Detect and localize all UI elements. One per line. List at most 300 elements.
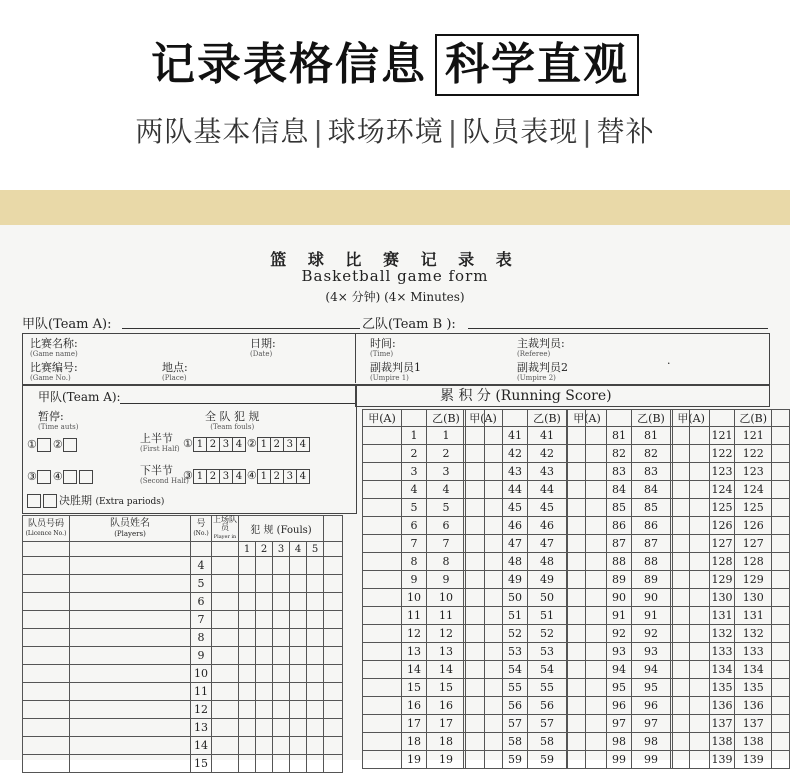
player-cell[interactable] bbox=[307, 629, 324, 647]
separator: | bbox=[313, 115, 324, 148]
score-value: 59 bbox=[528, 751, 567, 769]
score-mark-cell[interactable] bbox=[673, 679, 710, 697]
player-cell[interactable] bbox=[70, 557, 191, 575]
score-mark-cell[interactable] bbox=[464, 715, 503, 733]
score-row bbox=[673, 751, 790, 769]
player-cell[interactable] bbox=[273, 665, 290, 683]
player-cell[interactable] bbox=[256, 647, 273, 665]
score-value: 49 bbox=[503, 571, 528, 589]
player-cell[interactable] bbox=[290, 737, 307, 755]
score-mark-cell[interactable] bbox=[363, 463, 402, 481]
score-mark-cell[interactable] bbox=[363, 571, 402, 589]
player-cell[interactable] bbox=[23, 683, 70, 701]
player-cell[interactable] bbox=[256, 575, 273, 593]
player-cell[interactable] bbox=[212, 629, 239, 647]
score-mark-cell[interactable] bbox=[464, 445, 503, 463]
score-mark-cell[interactable] bbox=[673, 535, 710, 553]
player-cell[interactable] bbox=[212, 593, 239, 611]
score-mark-cell[interactable] bbox=[772, 553, 790, 571]
player-cell[interactable] bbox=[307, 737, 324, 755]
player-number: 5 bbox=[191, 575, 212, 593]
score-blank bbox=[503, 410, 528, 427]
score-mark-cell[interactable] bbox=[363, 427, 402, 445]
player-row bbox=[23, 665, 343, 683]
score-value: 83 bbox=[607, 463, 632, 481]
score-mark-cell[interactable] bbox=[673, 751, 710, 769]
score-mark-cell[interactable] bbox=[673, 733, 710, 751]
player-cell[interactable] bbox=[239, 647, 256, 665]
score-mark-cell[interactable] bbox=[673, 481, 710, 499]
score-mark-cell[interactable] bbox=[772, 697, 790, 715]
score-value: 95 bbox=[632, 679, 671, 697]
score-mark-cell[interactable] bbox=[772, 571, 790, 589]
score-value: 6 bbox=[402, 517, 427, 535]
score-value: 54 bbox=[503, 661, 528, 679]
score-mark-cell[interactable] bbox=[772, 751, 790, 769]
player-cell[interactable] bbox=[70, 683, 191, 701]
score-mark-cell[interactable] bbox=[363, 715, 402, 733]
score-mark-cell[interactable] bbox=[673, 499, 710, 517]
player-cell[interactable] bbox=[273, 647, 290, 665]
player-cell[interactable] bbox=[324, 593, 343, 611]
score-value: 123 bbox=[734, 463, 772, 481]
player-cell[interactable] bbox=[212, 683, 239, 701]
umpire2-label: 副裁判员2 (Umpire 2) bbox=[517, 361, 568, 382]
score-value: 5 bbox=[402, 499, 427, 517]
player-cell[interactable] bbox=[212, 701, 239, 719]
score-mark-cell[interactable] bbox=[568, 625, 607, 643]
score-mark-cell[interactable] bbox=[464, 733, 503, 751]
score-value: 84 bbox=[632, 481, 671, 499]
score-mark-cell[interactable] bbox=[673, 571, 710, 589]
score-mark-cell[interactable] bbox=[363, 607, 402, 625]
player-cell[interactable] bbox=[290, 719, 307, 737]
player-cell[interactable] bbox=[256, 683, 273, 701]
player-cell[interactable] bbox=[324, 629, 343, 647]
player-cell[interactable] bbox=[307, 701, 324, 719]
score-value: 52 bbox=[503, 625, 528, 643]
player-cell[interactable] bbox=[70, 737, 191, 755]
player-cell[interactable] bbox=[256, 737, 273, 755]
score-mark-cell[interactable] bbox=[568, 607, 607, 625]
score-mark-cell[interactable] bbox=[363, 661, 402, 679]
score-mark-cell[interactable] bbox=[568, 679, 607, 697]
score-mark-cell[interactable] bbox=[464, 517, 503, 535]
player-cell[interactable] bbox=[212, 611, 239, 629]
form-title-en: Basketball game form bbox=[301, 267, 489, 285]
score-mark-cell[interactable] bbox=[568, 517, 607, 535]
player-cell[interactable] bbox=[273, 719, 290, 737]
player-cell[interactable] bbox=[324, 701, 343, 719]
score-value: 81 bbox=[632, 427, 671, 445]
player-cell[interactable] bbox=[290, 557, 307, 575]
score-mark-cell[interactable] bbox=[568, 751, 607, 769]
score-value: 88 bbox=[607, 553, 632, 571]
score-mark-cell[interactable] bbox=[568, 481, 607, 499]
score-row bbox=[673, 481, 790, 499]
player-row bbox=[23, 647, 343, 665]
player-cell[interactable] bbox=[70, 647, 191, 665]
player-cell[interactable] bbox=[273, 683, 290, 701]
score-mark-cell[interactable] bbox=[464, 697, 503, 715]
timeouts-label: 暂停: (Time auts) bbox=[38, 410, 79, 431]
score-mark-cell[interactable] bbox=[464, 589, 503, 607]
score-mark-cell[interactable] bbox=[673, 625, 710, 643]
score-value: 123 bbox=[710, 463, 735, 481]
player-cell[interactable] bbox=[239, 593, 256, 611]
score-mark-cell[interactable] bbox=[772, 679, 790, 697]
player-cell[interactable] bbox=[239, 557, 256, 575]
score-mark-cell[interactable] bbox=[772, 589, 790, 607]
score-mark-cell[interactable] bbox=[363, 535, 402, 553]
score-value: 6 bbox=[427, 517, 466, 535]
score-value: 18 bbox=[402, 733, 427, 751]
score-value: 130 bbox=[710, 589, 735, 607]
feature-item: 队员表现 bbox=[462, 115, 579, 148]
player-cell[interactable] bbox=[307, 755, 324, 773]
score-mark-cell[interactable] bbox=[464, 571, 503, 589]
player-cell[interactable] bbox=[70, 629, 191, 647]
player-row bbox=[23, 719, 343, 737]
player-cell[interactable] bbox=[23, 737, 70, 755]
player-cell[interactable] bbox=[290, 683, 307, 701]
score-value: 131 bbox=[710, 607, 735, 625]
score-mark-cell[interactable] bbox=[568, 463, 607, 481]
score-mark-cell[interactable] bbox=[772, 661, 790, 679]
score-mark-cell[interactable] bbox=[673, 589, 710, 607]
player-cell[interactable] bbox=[23, 647, 70, 665]
player-cell[interactable] bbox=[273, 593, 290, 611]
feature-item: 两队基本信息 bbox=[135, 115, 310, 148]
player-cell[interactable] bbox=[256, 755, 273, 773]
player-cell[interactable] bbox=[23, 557, 70, 575]
player-cell[interactable] bbox=[307, 665, 324, 683]
score-mark-cell[interactable] bbox=[772, 499, 790, 517]
player-cell[interactable] bbox=[256, 629, 273, 647]
score-row bbox=[673, 499, 790, 517]
player-cell[interactable] bbox=[239, 575, 256, 593]
player-number: 9 bbox=[191, 647, 212, 665]
player-cell[interactable] bbox=[290, 611, 307, 629]
player-cell[interactable] bbox=[273, 701, 290, 719]
score-mark-cell[interactable] bbox=[673, 661, 710, 679]
score-value: 11 bbox=[402, 607, 427, 625]
col-no: 号 (No.) bbox=[191, 516, 212, 542]
player-cell[interactable] bbox=[239, 719, 256, 737]
score-value: 121 bbox=[710, 427, 735, 445]
separator: | bbox=[582, 115, 593, 148]
player-cell[interactable] bbox=[239, 629, 256, 647]
score-mark-cell[interactable] bbox=[464, 427, 503, 445]
timeouts-first-half: ① ② bbox=[27, 438, 79, 452]
score-mark-cell[interactable] bbox=[568, 445, 607, 463]
player-cell[interactable] bbox=[307, 719, 324, 737]
player-cell[interactable] bbox=[23, 665, 70, 683]
player-cell[interactable] bbox=[70, 575, 191, 593]
score-value: 139 bbox=[734, 751, 772, 769]
score-value: 89 bbox=[632, 571, 671, 589]
player-cell[interactable] bbox=[307, 557, 324, 575]
player-cell[interactable] bbox=[273, 611, 290, 629]
score-mark-cell[interactable] bbox=[772, 643, 790, 661]
player-cell[interactable] bbox=[307, 593, 324, 611]
score-mark-cell[interactable] bbox=[464, 481, 503, 499]
player-cell[interactable] bbox=[256, 593, 273, 611]
player-cell[interactable] bbox=[273, 575, 290, 593]
extra-checkbox[interactable] bbox=[43, 494, 57, 508]
timeout-checkbox[interactable] bbox=[37, 438, 51, 452]
player-cell[interactable] bbox=[273, 557, 290, 575]
player-cell[interactable] bbox=[256, 611, 273, 629]
score-mark-cell[interactable] bbox=[568, 499, 607, 517]
score-value: 86 bbox=[607, 517, 632, 535]
score-blank bbox=[772, 410, 790, 427]
dot-mark: · bbox=[667, 357, 671, 370]
player-cell[interactable] bbox=[324, 611, 343, 629]
score-value: 82 bbox=[607, 445, 632, 463]
timeout-checkbox[interactable] bbox=[79, 470, 93, 484]
score-mark-cell[interactable] bbox=[568, 643, 607, 661]
score-mark-cell[interactable] bbox=[568, 733, 607, 751]
player-cell[interactable] bbox=[23, 755, 70, 773]
score-value: 85 bbox=[632, 499, 671, 517]
player-cell[interactable] bbox=[239, 701, 256, 719]
player-cell[interactable] bbox=[324, 575, 343, 593]
score-mark-cell[interactable] bbox=[772, 733, 790, 751]
score-row bbox=[673, 589, 790, 607]
score-value: 54 bbox=[528, 661, 567, 679]
player-cell[interactable] bbox=[23, 629, 70, 647]
score-value: 53 bbox=[528, 643, 567, 661]
col-player-in: 上场队员 Player in bbox=[213, 515, 237, 540]
form-title-cn: 篮 球 比 赛 记 录 表 bbox=[270, 250, 520, 269]
player-cell[interactable] bbox=[256, 665, 273, 683]
score-mark-cell[interactable] bbox=[363, 697, 402, 715]
score-mark-cell[interactable] bbox=[568, 571, 607, 589]
score-mark-cell[interactable] bbox=[673, 463, 710, 481]
score-value: 138 bbox=[710, 733, 735, 751]
score-mark-cell[interactable] bbox=[673, 643, 710, 661]
player-cell[interactable] bbox=[70, 665, 191, 683]
score-value: 47 bbox=[528, 535, 567, 553]
score-value: 57 bbox=[503, 715, 528, 733]
score-row bbox=[673, 445, 790, 463]
score-mark-cell[interactable] bbox=[363, 481, 402, 499]
player-cell[interactable] bbox=[273, 755, 290, 773]
player-cell[interactable] bbox=[307, 683, 324, 701]
score-mark-cell[interactable] bbox=[673, 715, 710, 733]
score-mark-cell[interactable] bbox=[772, 427, 790, 445]
score-value: 93 bbox=[632, 643, 671, 661]
running-score-title: 累 积 分 (Running Score) bbox=[440, 388, 612, 404]
player-cell[interactable] bbox=[290, 575, 307, 593]
player-cell[interactable] bbox=[290, 629, 307, 647]
score-mark-cell[interactable] bbox=[363, 517, 402, 535]
score-mark-cell[interactable] bbox=[568, 589, 607, 607]
player-cell[interactable] bbox=[70, 701, 191, 719]
score-value: 43 bbox=[503, 463, 528, 481]
score-mark-cell[interactable] bbox=[363, 445, 402, 463]
score-mark-cell[interactable] bbox=[772, 715, 790, 733]
score-value: 51 bbox=[503, 607, 528, 625]
score-mark-cell[interactable] bbox=[464, 553, 503, 571]
player-cell[interactable] bbox=[290, 647, 307, 665]
player-cell[interactable] bbox=[212, 665, 239, 683]
score-head: 甲(A) bbox=[363, 410, 402, 427]
player-number: 13 bbox=[191, 719, 212, 737]
score-value: 41 bbox=[528, 427, 567, 445]
score-value: 41 bbox=[503, 427, 528, 445]
player-cell[interactable] bbox=[324, 557, 343, 575]
score-mark-cell[interactable] bbox=[772, 463, 790, 481]
player-cell[interactable] bbox=[307, 647, 324, 665]
score-value: 12 bbox=[402, 625, 427, 643]
score-mark-cell[interactable] bbox=[568, 427, 607, 445]
first-half-fouls: ① 1 2 3 4 ② 1 2 3 4 bbox=[183, 437, 309, 452]
player-cell[interactable] bbox=[239, 665, 256, 683]
player-cell[interactable] bbox=[256, 701, 273, 719]
score-mark-cell[interactable] bbox=[772, 517, 790, 535]
score-value: 127 bbox=[710, 535, 735, 553]
score-value: 10 bbox=[427, 589, 466, 607]
score-mark-cell[interactable] bbox=[568, 535, 607, 553]
score-mark-cell[interactable] bbox=[772, 625, 790, 643]
team-a-label: 甲队(Team A): bbox=[22, 317, 112, 332]
player-row bbox=[23, 611, 343, 629]
score-value: 127 bbox=[734, 535, 772, 553]
timeout-checkbox[interactable] bbox=[37, 470, 51, 484]
umpire1-label: 副裁判员1 (Umpire 1) bbox=[370, 361, 421, 382]
player-cell[interactable] bbox=[324, 665, 343, 683]
score-value: 133 bbox=[710, 643, 735, 661]
player-cell[interactable] bbox=[273, 629, 290, 647]
player-cell[interactable] bbox=[70, 593, 191, 611]
score-mark-cell[interactable] bbox=[673, 517, 710, 535]
score-mark-cell[interactable] bbox=[772, 445, 790, 463]
extra-checkbox[interactable] bbox=[27, 494, 41, 508]
score-mark-cell[interactable] bbox=[363, 625, 402, 643]
col-players: 队员姓名 (Players) bbox=[70, 516, 191, 542]
score-mark-cell[interactable] bbox=[464, 607, 503, 625]
player-cell[interactable] bbox=[212, 557, 239, 575]
score-value: 137 bbox=[710, 715, 735, 733]
player-cell[interactable] bbox=[290, 665, 307, 683]
timeout-checkbox[interactable] bbox=[63, 470, 77, 484]
timeout-checkbox[interactable] bbox=[63, 438, 77, 452]
score-value: 128 bbox=[710, 553, 735, 571]
score-value: 91 bbox=[632, 607, 671, 625]
score-mark-cell[interactable] bbox=[363, 589, 402, 607]
score-mark-cell[interactable] bbox=[464, 643, 503, 661]
score-mark-cell[interactable] bbox=[772, 607, 790, 625]
score-value: 129 bbox=[734, 571, 772, 589]
player-cell[interactable] bbox=[290, 701, 307, 719]
score-mark-cell[interactable] bbox=[673, 427, 710, 445]
score-mark-cell[interactable] bbox=[568, 715, 607, 733]
score-mark-cell[interactable] bbox=[568, 661, 607, 679]
player-cell[interactable] bbox=[23, 593, 70, 611]
score-mark-cell[interactable] bbox=[363, 553, 402, 571]
score-value: 1 bbox=[402, 427, 427, 445]
score-mark-cell[interactable] bbox=[363, 499, 402, 517]
feature-list bbox=[0, 110, 790, 150]
player-cell[interactable] bbox=[212, 647, 239, 665]
player-cell[interactable] bbox=[212, 575, 239, 593]
place-label: 地点: (Place) bbox=[162, 361, 188, 382]
score-value: 42 bbox=[503, 445, 528, 463]
score-value: 10 bbox=[402, 589, 427, 607]
player-cell[interactable] bbox=[23, 611, 70, 629]
player-cell[interactable] bbox=[212, 755, 239, 773]
player-cell[interactable] bbox=[290, 593, 307, 611]
player-cell[interactable] bbox=[70, 719, 191, 737]
score-form bbox=[0, 225, 790, 770]
player-cell[interactable] bbox=[23, 575, 70, 593]
player-cell[interactable] bbox=[324, 647, 343, 665]
player-cell[interactable] bbox=[324, 719, 343, 737]
player-cell[interactable] bbox=[23, 701, 70, 719]
player-cell[interactable] bbox=[70, 755, 191, 773]
player-cell[interactable] bbox=[239, 683, 256, 701]
score-mark-cell[interactable] bbox=[772, 481, 790, 499]
score-mark-cell[interactable] bbox=[363, 733, 402, 751]
score-value: 16 bbox=[427, 697, 466, 715]
player-cell[interactable] bbox=[307, 611, 324, 629]
score-mark-cell[interactable] bbox=[363, 751, 402, 769]
player-cell[interactable] bbox=[212, 719, 239, 737]
score-mark-cell[interactable] bbox=[673, 445, 710, 463]
player-cell[interactable] bbox=[324, 737, 343, 755]
team-fouls-label: 全 队 犯 规 (Team fouls) bbox=[205, 410, 260, 431]
player-cell[interactable] bbox=[239, 755, 256, 773]
score-mark-cell[interactable] bbox=[568, 553, 607, 571]
score-mark-cell[interactable] bbox=[673, 553, 710, 571]
score-mark-cell[interactable] bbox=[772, 535, 790, 553]
score-value: 55 bbox=[528, 679, 567, 697]
player-cell[interactable] bbox=[256, 719, 273, 737]
player-number: 12 bbox=[191, 701, 212, 719]
player-cell[interactable] bbox=[212, 737, 239, 755]
score-mark-cell[interactable] bbox=[464, 661, 503, 679]
score-mark-cell[interactable] bbox=[464, 751, 503, 769]
score-value: 3 bbox=[427, 463, 466, 481]
score-mark-cell[interactable] bbox=[464, 625, 503, 643]
player-cell[interactable] bbox=[256, 557, 273, 575]
score-blank bbox=[607, 410, 632, 427]
score-value: 87 bbox=[607, 535, 632, 553]
player-cell[interactable] bbox=[273, 737, 290, 755]
score-mark-cell[interactable] bbox=[363, 679, 402, 697]
score-mark-cell[interactable] bbox=[464, 463, 503, 481]
score-mark-cell[interactable] bbox=[464, 499, 503, 517]
score-mark-cell[interactable] bbox=[568, 697, 607, 715]
player-cell[interactable] bbox=[324, 755, 343, 773]
score-mark-cell[interactable] bbox=[673, 607, 710, 625]
score-value: 93 bbox=[607, 643, 632, 661]
score-value: 82 bbox=[632, 445, 671, 463]
score-mark-cell[interactable] bbox=[464, 535, 503, 553]
player-cell[interactable] bbox=[239, 611, 256, 629]
player-cell[interactable] bbox=[307, 575, 324, 593]
score-mark-cell[interactable] bbox=[363, 643, 402, 661]
player-cell[interactable] bbox=[290, 755, 307, 773]
player-cell[interactable] bbox=[70, 611, 191, 629]
score-mark-cell[interactable] bbox=[464, 679, 503, 697]
player-cell[interactable] bbox=[324, 683, 343, 701]
score-mark-cell[interactable] bbox=[673, 697, 710, 715]
player-cell[interactable] bbox=[239, 737, 256, 755]
player-cell[interactable] bbox=[23, 719, 70, 737]
